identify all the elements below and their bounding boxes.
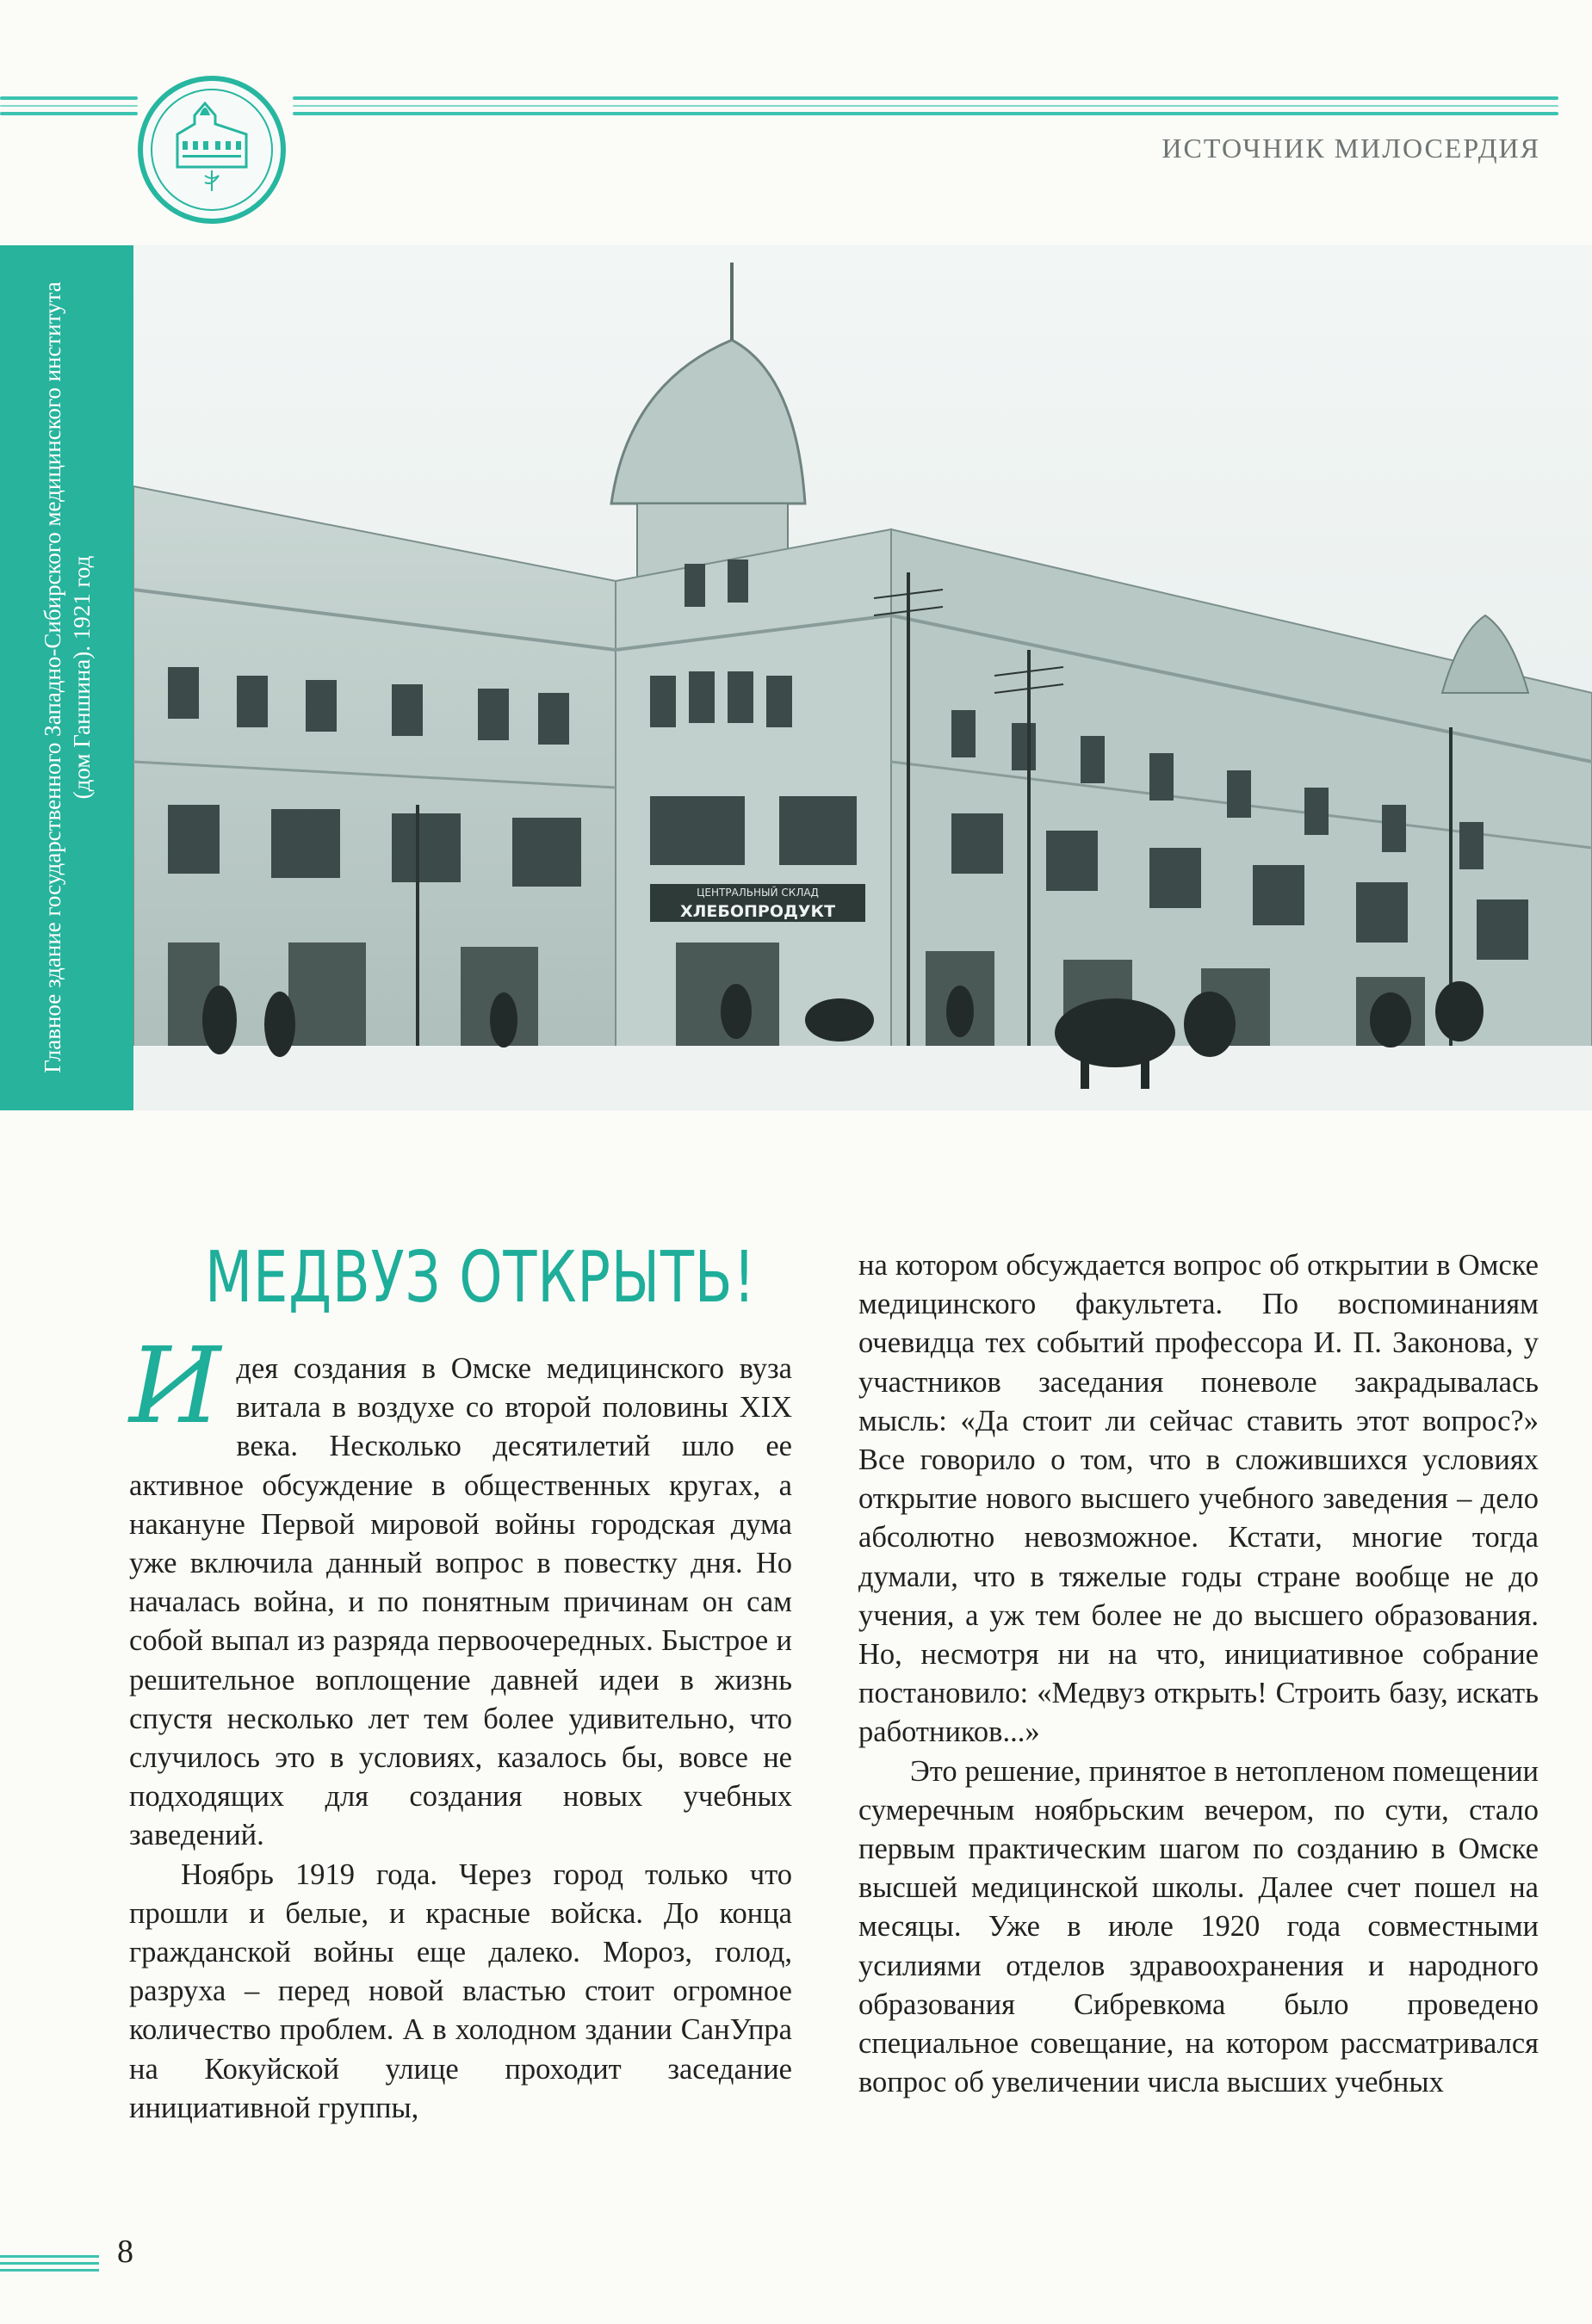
paragraph: Ноябрь 1919 года. Через город только что прошли и белые, и красные войска. До конца гражданской войны еще далеко. Мороз, голод, разруха – перед новой властью стоит огромное количество проблем. А в холодном здании СанУпра на Кокуйской улице проходит заседание инициативной группы, xyxy=(129,1857,792,2124)
paragraph xyxy=(129,1325,792,1856)
drop-cap: И xyxy=(129,1325,221,1447)
signboard-main: ХЛЕБОПРОДУКТ xyxy=(679,902,836,921)
building-illustration xyxy=(133,245,1592,1110)
signboard-top: ЦЕНТРАЛЬНЫЙ СКЛАД xyxy=(697,887,819,899)
institution-logo xyxy=(138,76,286,224)
header-rule-right xyxy=(293,96,1558,131)
header-rule-left xyxy=(0,96,138,131)
archival-photo xyxy=(133,245,1592,1110)
article-title: МЕДВУЗ ОТКРЫТЬ! xyxy=(205,1237,756,1319)
article-column-right xyxy=(858,1246,1539,2102)
paragraph-text: дея создания в Омске медицинского вуза витала в воздухе со второй половины XIX века. Несколько десятилетий шло ее активное обсуждение в общественных кругах, а накануне Первой мировой войны городская дума уже включила данный вопрос в повестку дня. Но началась война, и по понятным причинам он сам собой выпал из разряда первоочередных. Быстрое и решительное воплощение давней идеи в жизнь спустя несколько лет тем более удивительно, что случилось это в условиях, казалось бы, вовсе не подходящих для создания новых учебных заведений. xyxy=(129,1352,792,1852)
running-head: ИСТОЧНИК МИЛОСЕРДИЯ xyxy=(1161,133,1540,164)
article-column-left xyxy=(129,1325,792,2128)
paragraph: на котором обсуждается вопрос об открытии в Омске медицинского факультета. По воспоминаниям очевидца тех событий профессора И. П. Законова, у участников заседания поневоле закрадывалась мысль: «Да стоит ли сейчас ставить этот вопрос?» Все говорило о том, что в сложившихся условиях открытие нового высшего учебного заведения – дело абсолютно невозможное. Кстати, многие тогда думали, что в тяжелые годы стране вообще не до учения, а уж тем более не до высшего образования. Но, несмотря ни на что, инициативное собрание постановило: «Медвуз открыть! Строить базу, искать работников...» xyxy=(858,1249,1539,1749)
paragraph: Это решение, принятое в нетопленом помещении сумеречным ноябрьским вечером, по сути, стало первым практическим шагом по созданию в Омске высшей медицинской школы. Далее счет пошел на месяцы. Уже в июле 1920 года совместными усилиями отделов здравоохранения и народного образования Сибревкома было проведено специальное совещание, на котором рассматривался вопрос об увеличении числа высших учебных xyxy=(858,1754,1539,2099)
page-number: 8 xyxy=(117,2234,133,2270)
photo-caption: Главное здание государственного Западно-Сибирского медицинского института (дом Ганшина). 1921 год xyxy=(40,281,95,1073)
footer-rule xyxy=(0,2255,99,2276)
